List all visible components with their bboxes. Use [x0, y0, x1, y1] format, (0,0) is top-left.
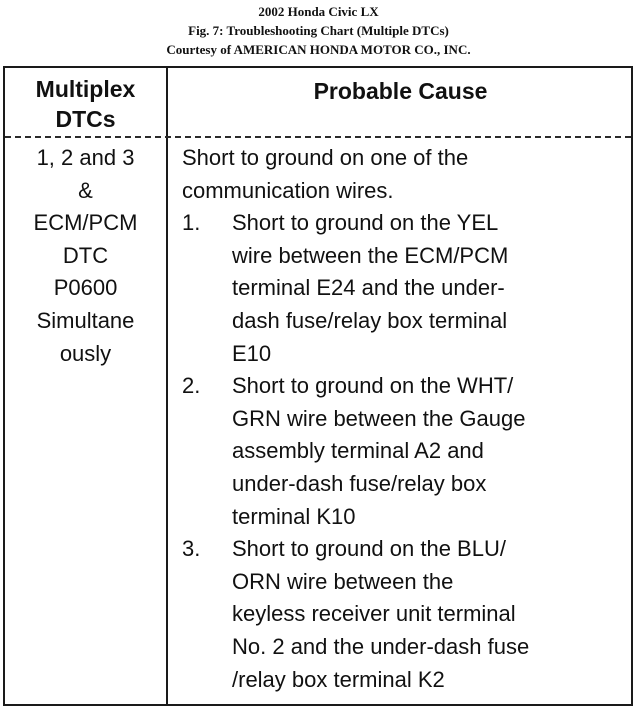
cause-item-number: 1. — [182, 210, 201, 236]
column-header-line: Probable Cause — [313, 78, 488, 104]
cause-item-line: under-dash fuse/relay box — [232, 470, 487, 496]
dtc-line: Simultane — [36, 307, 135, 333]
cause-item-line: terminal K10 — [232, 503, 356, 529]
cause-intro-line: Short to ground on one of the — [182, 145, 469, 170]
cause-item-line: No. 2 and the under-dash fuse — [232, 633, 530, 659]
dtc-line: DTC — [62, 242, 109, 268]
cause-item-line: assembly terminal A2 and — [232, 438, 484, 464]
cause-item-line: terminal E24 and the under- — [232, 275, 505, 301]
header-divider — [5, 136, 631, 138]
dtc-line: ECM/PCM — [33, 210, 138, 236]
cause-item-number: 3. — [182, 536, 201, 562]
probable-cause-cell — [182, 142, 627, 696]
cause-item-line: dash fuse/relay box terminal — [232, 307, 508, 333]
column-divider — [166, 68, 168, 704]
dtc-cell — [5, 142, 166, 370]
cause-item-line: Short to ground on the YEL — [232, 210, 499, 236]
troubleshooting-table — [3, 66, 633, 706]
cause-item-line: /relay box terminal K2 — [232, 666, 445, 692]
cause-item-2 — [182, 370, 627, 533]
cause-item-line: wire between the ECM/PCM — [232, 242, 509, 268]
column-header-line: Multiplex — [35, 76, 136, 102]
cause-item-3 — [182, 533, 627, 696]
cause-intro-line: communication wires. — [182, 177, 394, 203]
column-header-multiplex-dtcs — [5, 74, 166, 134]
document-header — [0, 2, 637, 59]
cause-item-line: Short to ground on the WHT/ — [232, 373, 514, 399]
courtesy-line: Courtesy of AMERICAN HONDA MOTOR CO., INC. — [166, 42, 471, 57]
column-header-line: DTCs — [55, 106, 116, 132]
cause-item-number: 2. — [182, 373, 201, 399]
dtc-line: P0600 — [53, 275, 118, 301]
cause-item-1 — [182, 207, 627, 370]
dtc-line: 1, 2 and 3 — [36, 145, 135, 170]
cause-item-line: ORN wire between the — [232, 568, 454, 594]
dtc-line: & — [78, 177, 93, 203]
cause-item-line: keyless receiver unit terminal — [232, 601, 516, 627]
cause-item-line: GRN wire between the Gauge — [232, 405, 526, 431]
cause-item-line: E10 — [232, 340, 272, 366]
figure-caption: Fig. 7: Troubleshooting Chart (Multiple DTCs) — [188, 23, 449, 38]
cause-item-line: Short to ground on the BLU/ — [232, 536, 506, 562]
dtc-line: ously — [59, 340, 112, 366]
document-title: 2002 Honda Civic LX — [258, 4, 379, 19]
column-header-probable-cause — [168, 76, 633, 106]
